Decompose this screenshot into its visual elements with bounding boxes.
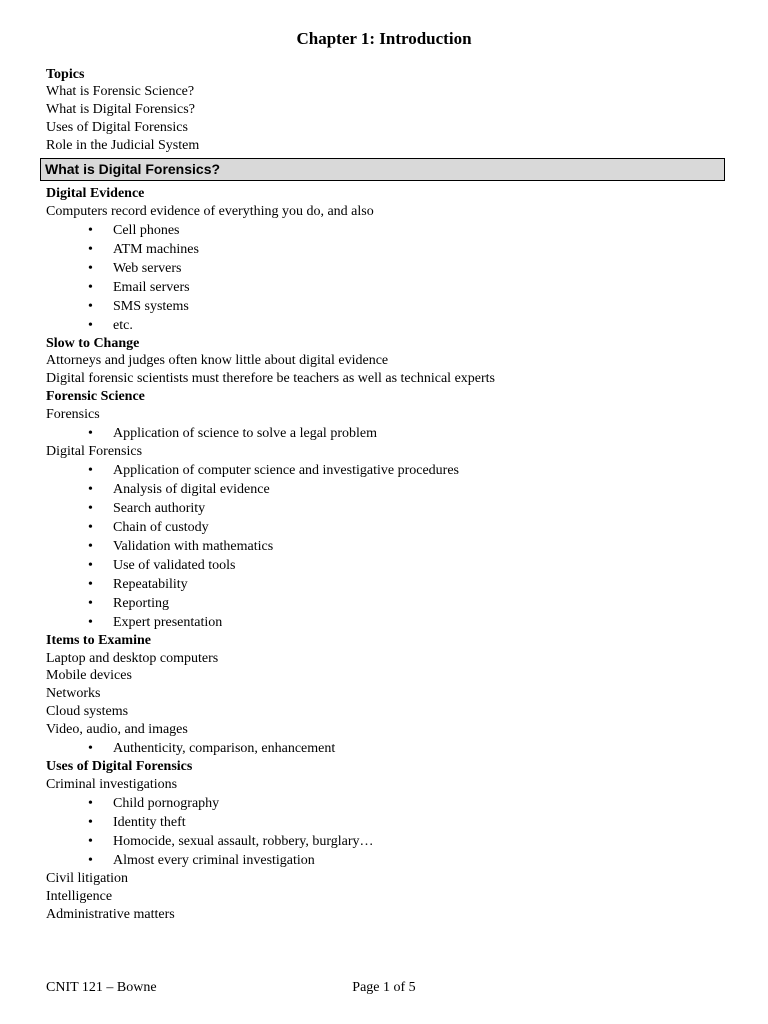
bullet-icon: • <box>88 615 93 630</box>
topic-item: Role in the Judicial System <box>46 138 200 153</box>
forensic-science-heading: Forensic Science <box>46 389 145 404</box>
text-line: Intelligence <box>46 889 113 904</box>
bullet-icon: • <box>88 299 93 314</box>
list-item: • Cell phones <box>88 223 180 238</box>
footer-course: CNIT 121 – Bowne <box>46 980 157 995</box>
list-item: • Identity theft <box>88 815 186 830</box>
list-item: • Web servers <box>88 261 182 276</box>
section-header-text: What is Digital Forensics? <box>45 161 221 177</box>
section-header-bar <box>40 158 725 181</box>
list-item: • Homocide, sexual assault, robbery, burglary… <box>88 834 374 849</box>
list-item: • ATM machines <box>88 242 199 257</box>
bullet-icon: • <box>88 426 93 441</box>
text-line: Mobile devices <box>46 668 132 683</box>
list-item: • Search authority <box>88 501 206 516</box>
text-line: Administrative matters <box>46 907 175 922</box>
list-item: • Authenticity, comparison, enhancement <box>88 741 336 756</box>
footer-page-number: Page 1 of 5 <box>352 980 416 995</box>
text-line: Networks <box>46 686 101 701</box>
bullet-icon: • <box>88 318 93 333</box>
items-to-examine-heading: Items to Examine <box>46 633 151 648</box>
list-item: • Validation with mathematics <box>88 539 274 554</box>
list-item: • Chain of custody <box>88 520 209 535</box>
list-item: • Email servers <box>88 280 190 295</box>
uses-heading: Uses of Digital Forensics <box>46 759 193 774</box>
list-item: • Reporting <box>88 596 169 611</box>
list-item: • Repeatability <box>88 577 188 592</box>
topic-item: Uses of Digital Forensics <box>46 120 188 135</box>
bullet-icon: • <box>88 242 93 257</box>
list-item: • etc. <box>88 318 133 333</box>
bullet-icon: • <box>88 223 93 238</box>
bullet-icon: • <box>88 501 93 516</box>
text-line: Civil litigation <box>46 871 129 886</box>
bullet-icon: • <box>88 539 93 554</box>
bullet-icon: • <box>88 520 93 535</box>
text-line: Laptop and desktop computers <box>46 651 219 666</box>
bullet-icon: • <box>88 558 93 573</box>
digital-forensics-label: Digital Forensics <box>46 444 143 459</box>
slow-to-change-heading: Slow to Change <box>46 336 140 351</box>
bullet-icon: • <box>88 741 93 756</box>
forensics-label: Forensics <box>46 407 100 422</box>
topic-item: What is Digital Forensics? <box>46 102 195 117</box>
text-line: Cloud systems <box>46 704 129 719</box>
text-line: Video, audio, and images <box>46 722 188 737</box>
list-item: • Use of validated tools <box>88 558 236 573</box>
list-item: • Almost every criminal investigation <box>88 853 315 868</box>
topics-heading: Topics <box>46 67 85 82</box>
list-item: • Analysis of digital evidence <box>88 482 270 497</box>
page-title: Chapter 1: Introduction <box>296 29 472 48</box>
bullet-icon: • <box>88 577 93 592</box>
digital-evidence-heading: Digital Evidence <box>46 186 145 201</box>
list-item: • Application of science to solve a legal problem <box>88 426 377 441</box>
criminal-investigations-label: Criminal investigations <box>46 777 178 792</box>
bullet-icon: • <box>88 596 93 611</box>
bullet-icon: • <box>88 853 93 868</box>
list-item: • SMS systems <box>88 299 189 314</box>
bullet-icon: • <box>88 463 93 478</box>
list-item: • Child pornography <box>88 796 220 811</box>
list-item: • Expert presentation <box>88 615 223 630</box>
topic-item: What is Forensic Science? <box>46 84 195 99</box>
bullet-icon: • <box>88 815 93 830</box>
bullet-icon: • <box>88 482 93 497</box>
bullet-icon: • <box>88 834 93 849</box>
digital-evidence-intro: Computers record evidence of everything you do, and also <box>46 204 374 219</box>
list-item: • Application of computer science and investigative procedures <box>88 463 459 478</box>
text-line: Digital forensic scientists must therefore be teachers as well as technical experts <box>46 371 495 386</box>
bullet-icon: • <box>88 280 93 295</box>
bullet-icon: • <box>88 261 93 276</box>
bullet-icon: • <box>88 796 93 811</box>
text-line: Attorneys and judges often know little about digital evidence <box>46 353 389 368</box>
